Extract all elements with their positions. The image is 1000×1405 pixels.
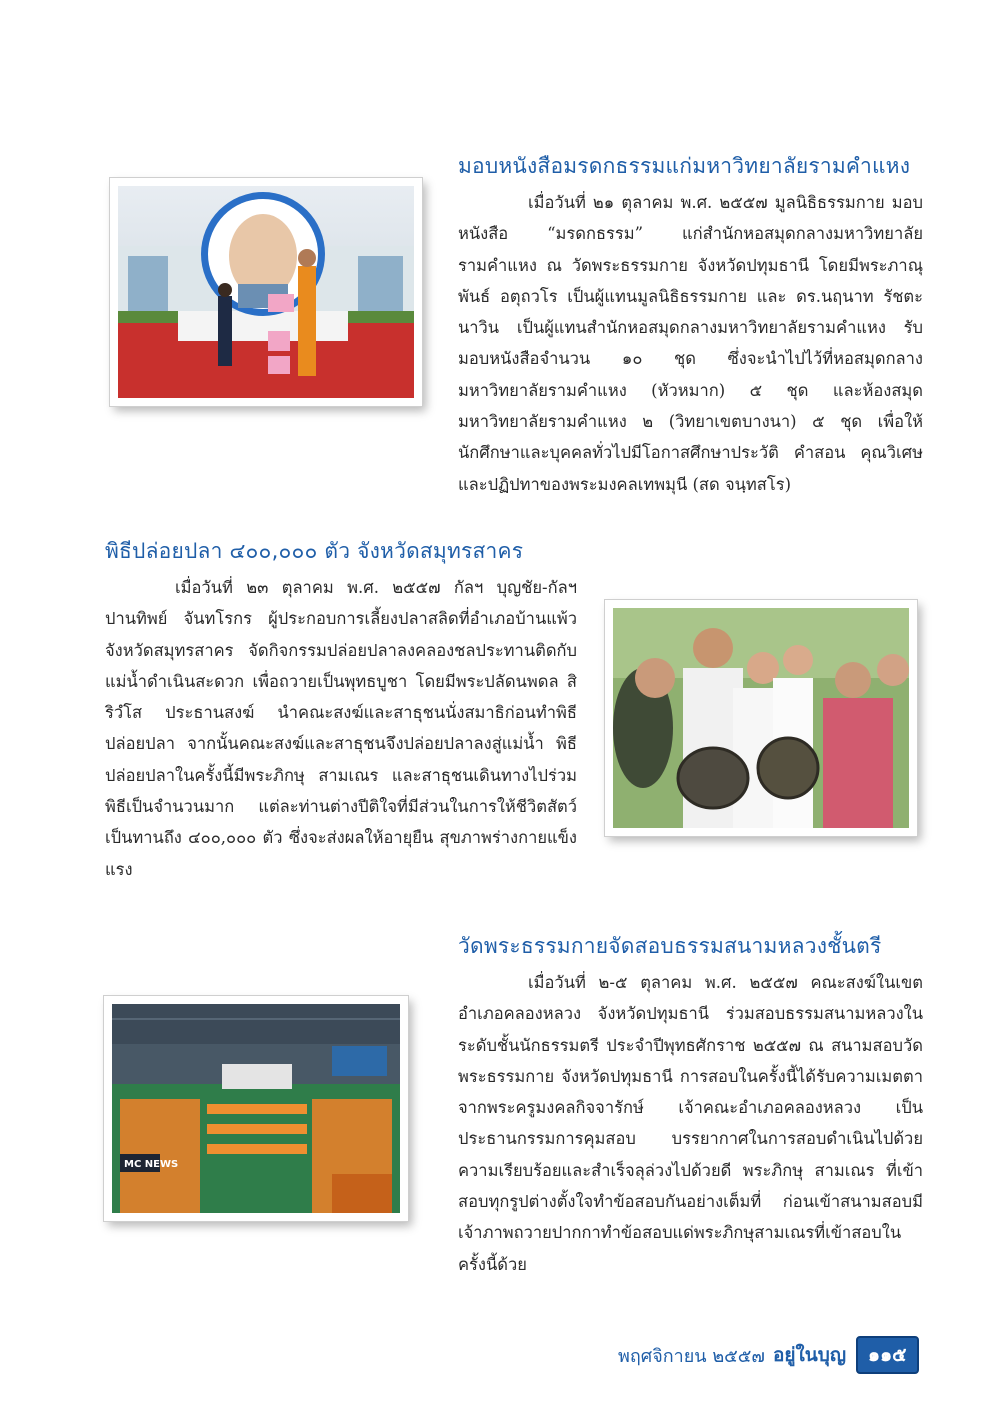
article-body: เมื่อวันที่ ๒๑ ตุลาคม พ.ศ. ๒๕๕๗ มูลนิธิธรรมกาย มอบหนังสือ “มรดกธรรม” แก่สำนักหอสมุดกลางมหาวิทยาลัยรามคำแหง ณ วัดพระธรรมกาย จังหวัดปทุมธานี โดยมีพระภาณุพันธ์ อตุถวโร เป็นผู้แทนมูลนิธิธรรมกาย และ ดร.นฤนาท รัชตะนาวิน เป็นผู้แทนสำนักหอสมุดกลางมหาวิทยาลัยรามคำแหง รับมอบหนังสือจำนวน ๑๐ ชุด ซึ่งจะนำไปไว้ที่หอสมุดกลางมหาวิทยาลัยรามคำแหง (หัวหมาก) ๕ ชุด และห้องสมุดมหาวิทยาลัยรามคำแหง ๒ (วิทยาเขตบางนา) ๕ ชุด เพื่อให้นักศึกษาและบุคคลทั่วไปมีโอกาสศึกษาประวัติ คำสอน คุณวิเศษ และปฏิปทาของพระมงคลเทพมุนี (สด จนฺทสโร) <box>458 193 923 494</box>
photo-book-donation <box>110 178 422 406</box>
magazine-name: อยู่ในบุญ <box>772 1344 847 1366</box>
article-body: เมื่อวันที่ ๒-๕ ตุลาคม พ.ศ. ๒๕๕๗ คณะสงฆ์ในเขตอำเภอคลองหลวง จังหวัดปทุมธานี ร่วมสอบธรรมสนามหลวงในระดับชั้นนักธรรมตรี ประจำปีพุทธศักราช ๒๕๕๗ ณ สนามสอบวัดพระธรรมกาย จังหวัดปทุมธานี การสอบในครั้งนี้ได้รับความเมตตาจากพระครูมงคลกิจจารักษ์ เจ้าคณะอำเภอคลองหลวง เป็นประธานกรรมการคุมสอบ บรรยากาศในการสอบดำเนินไปด้วยความเรียบร้อยและสำเร็จลุล่วงไปด้วยดี พระภิกษุ สามเณร ที่เข้าสอบทุกรูปต่างตั้งใจทำข้อสอบกันอย่างเต็มที่ ก่อนเข้าสนามสอบมีเจ้าภาพถวายปากกาทำข้อสอบแด่พระภิกษุสามเณรที่เข้าสอบในครั้งนี้ด้วย <box>458 973 923 1274</box>
page-number: ๑๑๕ <box>856 1336 919 1374</box>
fish-release-image <box>613 608 909 828</box>
article-body: เมื่อวันที่ ๒๓ ตุลาคม พ.ศ. ๒๕๕๗ กัลฯ บุญชัย-กัลฯ ปานทิพย์ จันทโรกร ผู้ประกอบการเลี้ยงปลาสลิดที่อำเภอบ้านแพ้ว จังหวัดสมุทรสาคร จัดกิจกรรมปล่อยปลาลงคลองชลประทานติดกับแม่น้ำดำเนินสะดวก เพื่อถวายเป็นพุทธบูชา โดยมีพระปลัดนพดล สิริวํโส ประธานสงฆ์ นำคณะสงฆ์และสาธุชนนั่งสมาธิก่อนทำพิธีปล่อยปลา จากนั้นคณะสงฆ์และสาธุชนจึงปล่อยปลาลงสู่แม่น้ำ พิธีปล่อยปลาในครั้งนี้มีพระภิกษุ สามเณร และสาธุชนเดินทางไปร่วมพิธีเป็นจำนวนมาก แต่ละท่านต่างปีติใจที่มีส่วนในการให้ชีวิตสัตว์เป็นทานถึง ๔๐๐,๐๐๐ ตัว ซึ่งจะส่งผลให้อายุยืน สุขภาพร่างกายแข็งแรง <box>105 578 577 879</box>
photo-exam-hall <box>104 996 408 1221</box>
article-title: มอบหนังสือมรดกธรรมแก่มหาวิทยาลัยรามคำแหง <box>458 154 911 178</box>
photo-fish-release <box>605 600 917 836</box>
article-title: พิธีปล่อยปลา ๔๐๐,๐๐๐ ตัว จังหวัดสมุทรสาคร <box>105 539 524 563</box>
ceremony-image <box>118 186 414 398</box>
article-fish-release <box>105 535 577 885</box>
article-book-donation <box>458 150 923 500</box>
exam-hall-image <box>112 1004 400 1213</box>
issue-date: พฤศจิกายน ๒๕๕๗ <box>618 1345 765 1367</box>
page-footer <box>618 1335 919 1375</box>
article-title: วัดพระธรรมกายจัดสอบธรรมสนามหลวงชั้นตรี <box>458 934 882 958</box>
tv-logo-caption: MC NEWS <box>124 1159 179 1170</box>
article-dhamma-exam <box>458 930 923 1280</box>
